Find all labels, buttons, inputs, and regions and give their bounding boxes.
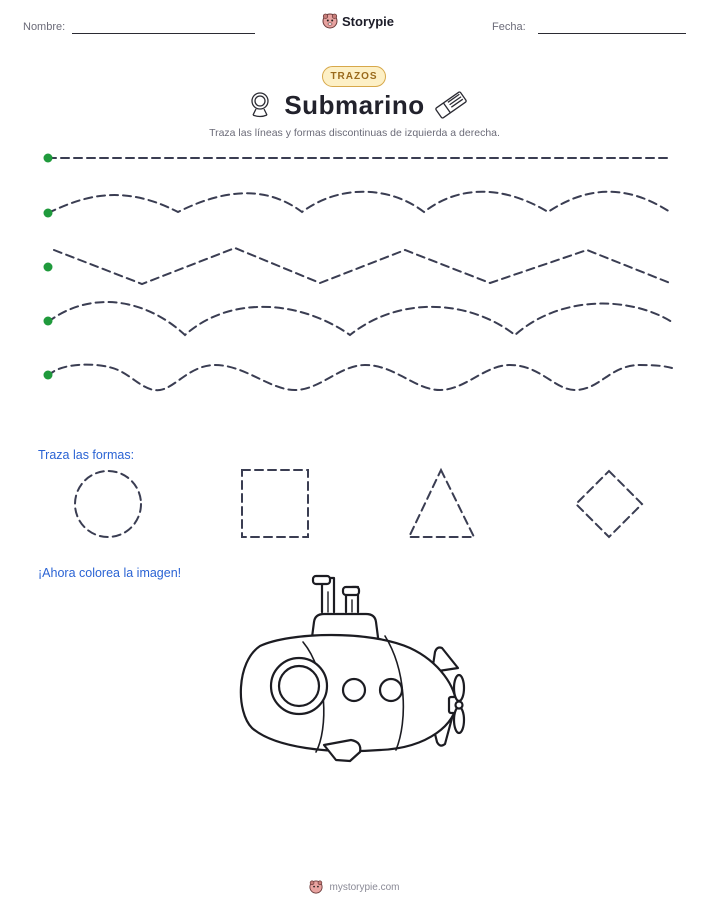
category-badge: TRAZOS [322, 66, 386, 87]
coloring-section-label: ¡Ahora colorea la imagen! [38, 566, 182, 580]
name-label: Nombre: [23, 21, 66, 33]
worksheet-title: Submarino [284, 90, 425, 120]
brand-name: Storypie [342, 13, 395, 29]
storypie-mascot-icon [309, 880, 323, 894]
footer [0, 880, 709, 894]
date-label: Fecha: [492, 21, 526, 33]
instructions-text: Traza las líneas y formas discontinuas de izquierda a derecha. [209, 127, 500, 139]
shapes-section-label: Traza las formas: [38, 448, 135, 462]
submarine-drawing[interactable] [241, 576, 464, 761]
footer-url[interactable]: mystorypie.com [329, 881, 400, 893]
